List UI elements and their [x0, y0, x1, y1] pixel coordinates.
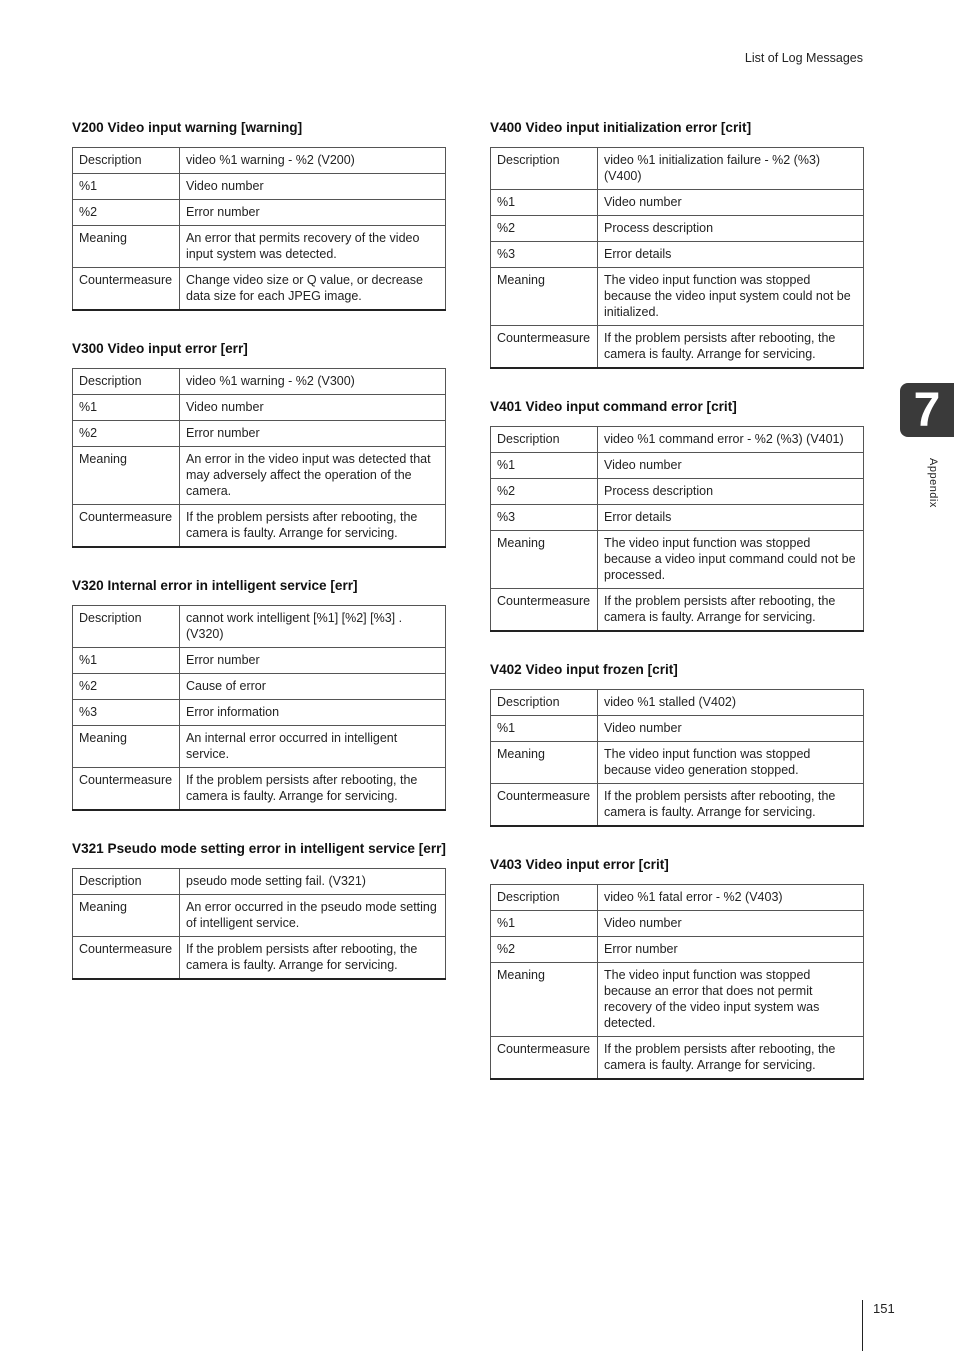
row-value-cell: If the problem persists after rebooting, the camera is faulty. Arrange for servicing. — [598, 1037, 864, 1080]
row-value-cell: If the problem persists after rebooting, the camera is faulty. Arrange for servicing. — [180, 505, 446, 548]
table-row — [491, 216, 864, 242]
row-key-cell: %1 — [73, 648, 180, 674]
row-key-cell: Description — [73, 369, 180, 395]
table-row — [491, 531, 864, 589]
row-key-cell: Meaning — [491, 268, 598, 326]
row-value-cell: An error occurred in the pseudo mode setting of intelligent service. — [180, 895, 446, 937]
row-key-cell: Meaning — [73, 447, 180, 505]
page-number-rule — [862, 1300, 863, 1351]
log-message-table — [72, 147, 446, 311]
table-row — [73, 726, 446, 768]
row-value-cell: The video input function was stopped because an error that does not permit recovery of the video input system was detected. — [598, 963, 864, 1037]
table-row — [73, 648, 446, 674]
table-row — [491, 505, 864, 531]
row-value-cell: Process description — [598, 216, 864, 242]
row-key-cell: Meaning — [491, 742, 598, 784]
row-key-cell: %2 — [491, 937, 598, 963]
chapter-number: 7 — [913, 383, 941, 437]
row-value-cell: Process description — [598, 479, 864, 505]
row-value-cell: pseudo mode setting fail. (V321) — [180, 869, 446, 895]
log-message-section — [72, 118, 446, 311]
table-row — [491, 885, 864, 911]
section-title: V400 Video input initialization error [crit] — [490, 120, 752, 135]
row-value-cell: An internal error occurred in intelligent service. — [180, 726, 446, 768]
row-key-cell: Description — [491, 427, 598, 453]
row-value-cell: Video number — [598, 716, 864, 742]
row-key-cell: %1 — [491, 716, 598, 742]
table-row — [491, 427, 864, 453]
log-message-table — [490, 884, 864, 1080]
row-key-cell: Meaning — [491, 963, 598, 1037]
table-row — [491, 690, 864, 716]
section-title: V401 Video input command error [crit] — [490, 399, 737, 414]
table-row — [73, 869, 446, 895]
log-message-section — [490, 855, 864, 1080]
row-key-cell: %2 — [491, 216, 598, 242]
row-value-cell: Error number — [598, 937, 864, 963]
row-value-cell: The video input function was stopped because the video input system could not be initialized. — [598, 268, 864, 326]
log-message-table — [72, 368, 446, 548]
table-row — [73, 421, 446, 447]
row-key-cell: Countermeasure — [491, 589, 598, 632]
row-value-cell: Error number — [180, 200, 446, 226]
table-row — [73, 174, 446, 200]
row-value-cell: video %1 warning - %2 (V200) — [180, 148, 446, 174]
section-title: V300 Video input error [err] — [72, 341, 248, 356]
row-key-cell: %1 — [491, 911, 598, 937]
table-row — [491, 963, 864, 1037]
log-message-table — [72, 868, 446, 980]
log-message-section — [490, 397, 864, 632]
row-key-cell: Description — [491, 690, 598, 716]
row-value-cell: video %1 warning - %2 (V300) — [180, 369, 446, 395]
row-key-cell: Description — [73, 606, 180, 648]
row-value-cell: video %1 command error - %2 (%3) (V401) — [598, 427, 864, 453]
table-row — [491, 479, 864, 505]
row-value-cell: video %1 stalled (V402) — [598, 690, 864, 716]
table-row — [491, 742, 864, 784]
row-key-cell: %1 — [491, 190, 598, 216]
section-title: V321 Pseudo mode setting error in intelligent service [err] — [72, 841, 446, 856]
row-value-cell: video %1 initialization failure - %2 (%3) (V400) — [598, 148, 864, 190]
row-value-cell: An error that permits recovery of the video input system was detected. — [180, 226, 446, 268]
row-key-cell: Countermeasure — [491, 326, 598, 369]
row-key-cell: Countermeasure — [73, 268, 180, 311]
table-row — [73, 937, 446, 980]
table-row — [73, 268, 446, 311]
row-key-cell: Countermeasure — [73, 505, 180, 548]
table-row — [491, 937, 864, 963]
log-message-section — [490, 660, 864, 827]
row-key-cell: Description — [491, 148, 598, 190]
row-key-cell: %2 — [73, 421, 180, 447]
row-value-cell: Video number — [598, 911, 864, 937]
row-value-cell: Error number — [180, 421, 446, 447]
row-key-cell: %2 — [73, 674, 180, 700]
table-row — [491, 716, 864, 742]
table-row — [491, 1037, 864, 1080]
table-row — [491, 911, 864, 937]
row-value-cell: Error details — [598, 242, 864, 268]
row-key-cell: Countermeasure — [73, 768, 180, 811]
row-value-cell: video %1 fatal error - %2 (V403) — [598, 885, 864, 911]
table-row — [73, 895, 446, 937]
table-row — [491, 589, 864, 632]
row-value-cell: Error number — [180, 648, 446, 674]
table-row — [73, 768, 446, 811]
log-message-section — [72, 576, 446, 811]
row-key-cell: %3 — [73, 700, 180, 726]
row-key-cell: %3 — [491, 505, 598, 531]
row-key-cell: Description — [491, 885, 598, 911]
row-value-cell: Error information — [180, 700, 446, 726]
running-header: List of Log Messages — [744, 51, 863, 65]
table-row — [491, 453, 864, 479]
table-row — [73, 447, 446, 505]
log-message-section — [72, 339, 446, 548]
chapter-label: Appendix — [927, 458, 939, 508]
table-row — [491, 326, 864, 369]
row-key-cell: %1 — [73, 395, 180, 421]
table-row — [491, 268, 864, 326]
row-value-cell: Cause of error — [180, 674, 446, 700]
row-value-cell: An error in the video input was detected that may adversely affect the operation of the camera. — [180, 447, 446, 505]
log-message-table — [490, 689, 864, 827]
row-value-cell: If the problem persists after rebooting, the camera is faulty. Arrange for servicing. — [598, 326, 864, 369]
table-row — [491, 784, 864, 827]
chapter-tab — [900, 383, 954, 437]
row-key-cell: Description — [73, 869, 180, 895]
row-key-cell: %2 — [73, 200, 180, 226]
row-value-cell: Video number — [180, 174, 446, 200]
table-row — [73, 674, 446, 700]
row-value-cell: Video number — [598, 453, 864, 479]
row-key-cell: %1 — [491, 453, 598, 479]
table-row — [491, 148, 864, 190]
row-value-cell: Video number — [180, 395, 446, 421]
row-value-cell: Error details — [598, 505, 864, 531]
table-row — [73, 505, 446, 548]
log-message-section — [490, 118, 864, 369]
row-key-cell: Description — [73, 148, 180, 174]
row-key-cell: %1 — [73, 174, 180, 200]
table-row — [73, 148, 446, 174]
right-column — [490, 118, 864, 1108]
table-row — [73, 200, 446, 226]
table-row — [73, 606, 446, 648]
table-row — [73, 369, 446, 395]
left-column — [72, 118, 446, 1008]
row-value-cell: The video input function was stopped because video generation stopped. — [598, 742, 864, 784]
row-key-cell: Meaning — [73, 726, 180, 768]
row-key-cell: Meaning — [73, 226, 180, 268]
log-message-table — [490, 426, 864, 632]
table-row — [491, 242, 864, 268]
table-row — [73, 226, 446, 268]
table-row — [73, 395, 446, 421]
log-message-section — [72, 839, 446, 980]
table-row — [73, 700, 446, 726]
row-value-cell: If the problem persists after rebooting, the camera is faulty. Arrange for servicing. — [598, 784, 864, 827]
section-title: V200 Video input warning [warning] — [72, 120, 303, 135]
log-message-table — [490, 147, 864, 369]
section-title: V320 Internal error in intelligent service [err] — [72, 578, 358, 593]
section-title: V402 Video input frozen [crit] — [490, 662, 678, 677]
row-key-cell: Countermeasure — [491, 784, 598, 827]
row-value-cell: If the problem persists after rebooting, the camera is faulty. Arrange for servicing. — [598, 589, 864, 632]
table-row — [491, 190, 864, 216]
row-key-cell: %2 — [491, 479, 598, 505]
row-key-cell: Meaning — [491, 531, 598, 589]
log-message-table — [72, 605, 446, 811]
row-value-cell: If the problem persists after rebooting, the camera is faulty. Arrange for servicing. — [180, 768, 446, 811]
row-value-cell: Video number — [598, 190, 864, 216]
row-value-cell: cannot work intelligent [%1] [%2] [%3] . (V320) — [180, 606, 446, 648]
row-key-cell: Meaning — [73, 895, 180, 937]
row-key-cell: Countermeasure — [491, 1037, 598, 1080]
page-number: 151 — [873, 1301, 895, 1316]
row-value-cell: If the problem persists after rebooting, the camera is faulty. Arrange for servicing. — [180, 937, 446, 980]
row-value-cell: Change video size or Q value, or decrease data size for each JPEG image. — [180, 268, 446, 311]
row-key-cell: Countermeasure — [73, 937, 180, 980]
section-title: V403 Video input error [crit] — [490, 857, 669, 872]
row-key-cell: %3 — [491, 242, 598, 268]
row-value-cell: The video input function was stopped because a video input command could not be processed. — [598, 531, 864, 589]
